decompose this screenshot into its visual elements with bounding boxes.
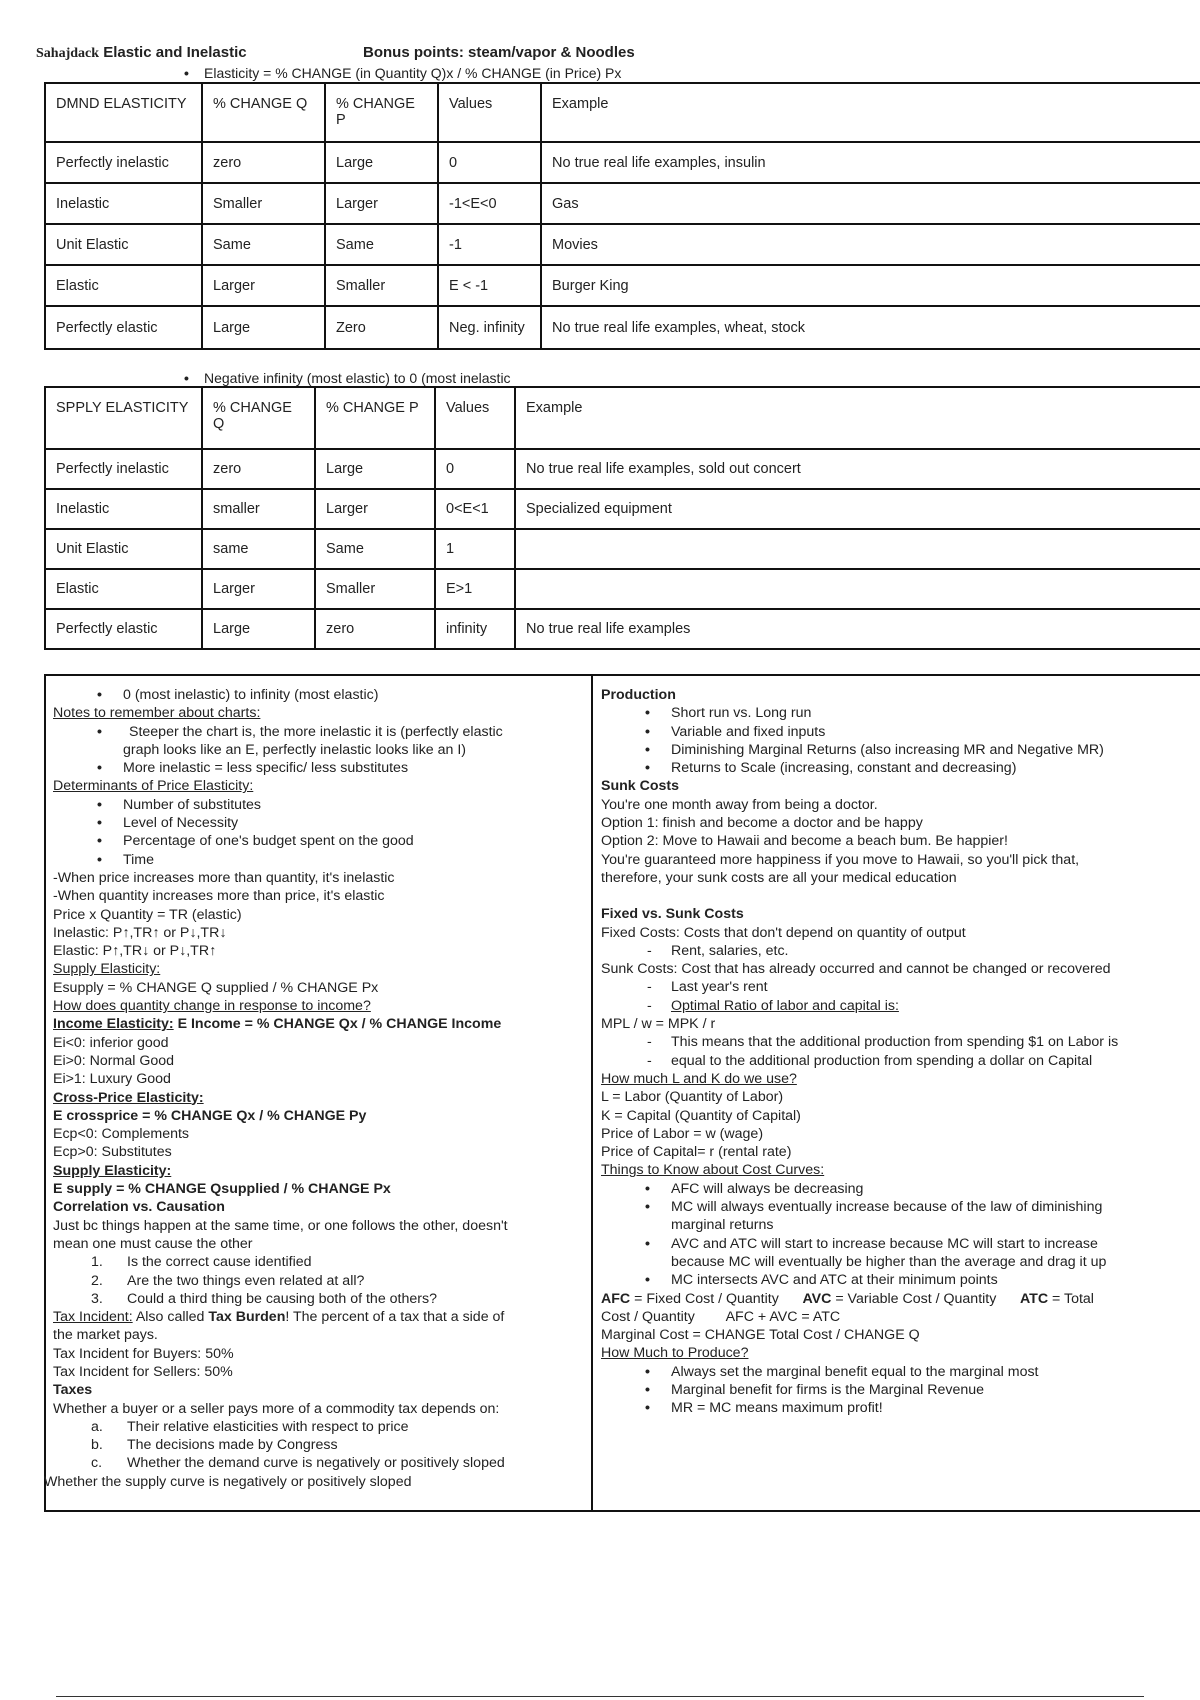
list-item: because MC will eventually be higher than the average and drag it up xyxy=(671,1253,1107,1270)
text-line: Ecp>0: Substitutes xyxy=(53,1144,172,1161)
table-cell: Elastic xyxy=(45,569,202,609)
table-cell: Zero xyxy=(325,306,438,349)
table-row xyxy=(45,224,1200,265)
table-cell: Large xyxy=(202,306,325,349)
table-row xyxy=(45,265,1200,306)
text-line: Ei>0: Normal Good xyxy=(53,1052,175,1069)
header-cell: Values xyxy=(435,387,515,449)
text-line: Esupply = % CHANGE Q supplied / % CHANGE Px xyxy=(53,979,379,996)
table-row xyxy=(45,609,1200,649)
list-item: • 0 (most inelastic) to infinity (most elastic) xyxy=(53,686,589,704)
text-line: Ecp<0: Complements xyxy=(53,1126,190,1143)
text-line: Option 1: finish and become a doctor and be happy xyxy=(601,815,923,832)
table-cell: Large xyxy=(202,609,315,649)
item-text: The decisions made by Congress xyxy=(127,1437,338,1454)
item-text: Is the correct cause identified xyxy=(127,1254,312,1271)
list-item: • MC will always eventually increase because of the law of diminishing xyxy=(601,1198,1200,1216)
table-cell: Larger xyxy=(202,569,315,609)
item-text: equal to the additional production from spending a dollar on Capital xyxy=(671,1052,1093,1069)
table-cell: Unit Elastic xyxy=(45,529,202,569)
table-cell: Neg. infinity xyxy=(438,306,541,349)
list-item xyxy=(53,1272,589,1290)
table-cell: -1<E<0 xyxy=(438,183,541,224)
bullet-icon: • xyxy=(184,370,189,386)
list-item: • AVC and ATC will start to increase because MC will start to increase xyxy=(601,1235,1200,1253)
table-cell: Same xyxy=(325,224,438,265)
left-notes-column xyxy=(44,686,589,1491)
item-text: Are the two things even related at all? xyxy=(127,1272,365,1289)
text-line xyxy=(601,1290,1200,1308)
list-item: - This means that the additional production from spending $1 on Labor is xyxy=(601,1033,1200,1051)
section-heading: Determinants of Price Elasticity: xyxy=(53,778,254,795)
table-row xyxy=(45,142,1200,183)
text-line: Price of Labor = w (wage) xyxy=(601,1125,764,1142)
table-cell: Gas xyxy=(541,183,1200,224)
text-line: Price of Capital= r (rental rate) xyxy=(601,1144,792,1161)
section-heading: Supply Elasticity: xyxy=(53,961,161,978)
text-span: = Fixed Cost / Quantity xyxy=(630,1290,803,1307)
list-item: • MR = MC means maximum profit! xyxy=(601,1399,1200,1417)
text-line: Price x Quantity = TR (elastic) xyxy=(53,906,242,923)
list-item xyxy=(53,1290,589,1308)
section-heading: Notes to remember about charts: xyxy=(53,705,261,722)
table-cell: Larger xyxy=(325,183,438,224)
table-cell: Larger xyxy=(315,489,435,529)
header-cell: Example xyxy=(515,387,1200,449)
table-cell: Perfectly elastic xyxy=(45,306,202,349)
table-cell: Movies xyxy=(541,224,1200,265)
list-item xyxy=(53,1454,589,1472)
range-text: Negative infinity (most elastic) to 0 (most inelastic xyxy=(204,370,511,386)
header-cell: % CHANGE Q xyxy=(202,387,315,449)
table-cell: No true real life examples, insulin xyxy=(541,142,1200,183)
list-item: - Last year's rent xyxy=(601,978,1200,996)
column-divider xyxy=(591,674,593,1512)
list-item: • AFC will always be decreasing xyxy=(601,1180,1200,1198)
list-item xyxy=(53,1253,589,1271)
list-item xyxy=(601,997,1200,1015)
table-cell: 0<E<1 xyxy=(435,489,515,529)
text-line xyxy=(53,1308,589,1326)
bullet-icon: • xyxy=(184,65,189,81)
header-cell: DMND ELASTICITY xyxy=(45,83,202,142)
text-span: Also called xyxy=(132,1309,209,1326)
table-row xyxy=(45,183,1200,224)
text-span: = Total xyxy=(1048,1290,1094,1307)
text-line: Tax Incident for Sellers: 50% xyxy=(53,1363,233,1380)
heading-text: Income Elasticity: xyxy=(53,1016,174,1033)
text-line: Option 2: Move to Hawaii and become a beach bum. Be happier! xyxy=(601,833,1008,850)
section-heading: Taxes xyxy=(53,1382,93,1399)
table-cell: E < -1 xyxy=(438,265,541,306)
table-cell: Smaller xyxy=(202,183,325,224)
list-item xyxy=(53,1436,589,1454)
table-cell xyxy=(515,569,1200,609)
text-line: Elastic: P↑,TR↓ or P↓,TR↑ xyxy=(53,943,217,960)
item-text: Whether the demand curve is negatively or positively sloped xyxy=(127,1455,505,1472)
section-heading: Cross-Price Elasticity: xyxy=(53,1089,204,1106)
text-line: K = Capital (Quantity of Capital) xyxy=(601,1107,801,1124)
list-item: • Returns to Scale (increasing, constant and decreasing) xyxy=(601,759,1200,777)
table-header-row xyxy=(45,387,1200,449)
table-cell: 0 xyxy=(435,449,515,489)
range-note xyxy=(184,370,511,386)
table-cell: Large xyxy=(325,142,438,183)
table-cell: Specialized equipment xyxy=(515,489,1200,529)
header-cell: SPPLY ELASTICITY xyxy=(45,387,202,449)
spacer xyxy=(601,887,1200,905)
table-row xyxy=(45,449,1200,489)
bonus-note: Bonus points: steam/vapor & Noodles xyxy=(363,44,635,61)
section-heading: Production xyxy=(601,687,676,703)
emphasis-text: Tax Burden xyxy=(208,1309,286,1326)
table-cell: No true real life examples, wheat, stock xyxy=(541,306,1200,349)
list-item: • Diminishing Marginal Returns (also increasing MR and Negative MR) xyxy=(601,741,1200,759)
list-marker: 3. xyxy=(91,1290,103,1307)
table-cell: smaller xyxy=(202,489,315,529)
table-cell: Large xyxy=(315,449,435,489)
list-marker: a. xyxy=(91,1418,103,1435)
section-heading: Fixed vs. Sunk Costs xyxy=(601,906,744,923)
text-span: ! The percent of a tax that a side of xyxy=(285,1309,505,1326)
demand-elasticity-table xyxy=(44,82,1200,350)
text-line xyxy=(53,1015,589,1033)
term-atc: ATC xyxy=(1019,1290,1049,1307)
table-row xyxy=(45,569,1200,609)
text-line: Sunk Costs: Cost that has already occurred and cannot be changed or recovered xyxy=(601,961,1111,978)
text-line: Ei<0: inferior good xyxy=(53,1034,169,1051)
table-cell xyxy=(515,529,1200,569)
table-row xyxy=(45,529,1200,569)
list-item: • Always set the marginal benefit equal to the marginal most xyxy=(601,1363,1200,1381)
table-cell: 0 xyxy=(438,142,541,183)
elasticity-formula xyxy=(184,65,621,81)
list-item: • Percentage of one's budget spent on the good xyxy=(53,832,589,850)
table-cell: 1 xyxy=(435,529,515,569)
term-afc: AFC xyxy=(601,1290,631,1307)
text-span: = Variable Cost / Quantity xyxy=(831,1290,1020,1307)
table-cell: No true real life examples, sold out concert xyxy=(515,449,1200,489)
formula-line: E supply = % CHANGE Qsupplied / % CHANGE Px xyxy=(53,1181,391,1198)
table-cell: Perfectly inelastic xyxy=(45,449,202,489)
formula-text: Elasticity = % CHANGE (in Quantity Q)x / % CHANGE (in Price) Px xyxy=(204,65,622,81)
table-cell: Same xyxy=(315,529,435,569)
heading-text: Optimal Ratio of labor and capital is: xyxy=(671,997,899,1014)
list-marker: 1. xyxy=(91,1254,103,1271)
section-heading: Correlation vs. Causation xyxy=(53,1199,225,1216)
document-title xyxy=(36,44,247,62)
section-heading: Supply Elasticity: xyxy=(53,1162,172,1179)
list-marker: b. xyxy=(91,1437,103,1454)
text-line: Fixed Costs: Costs that don't depend on quantity of output xyxy=(601,924,966,941)
list-item: • Short run vs. Long run xyxy=(601,704,1200,722)
text-line: Ei>1: Luxury Good xyxy=(53,1071,171,1088)
header-cell: Example xyxy=(541,83,1200,142)
list-item xyxy=(53,1418,589,1436)
text-line: Whether the supply curve is negatively or positively sloped xyxy=(44,1473,412,1490)
table-cell: infinity xyxy=(435,609,515,649)
continuation-line xyxy=(601,1052,1200,1070)
table-row xyxy=(45,489,1200,529)
list-item: • Number of substitutes xyxy=(53,796,589,814)
list-item: • More inelastic = less specific/ less substitutes xyxy=(53,759,589,777)
supply-elasticity-table xyxy=(44,386,1200,650)
list-marker: 2. xyxy=(91,1272,103,1289)
text-line: Cost / Quantity AFC + AVC = ATC xyxy=(601,1308,841,1325)
text-line: -When quantity increases more than price, it's elastic xyxy=(53,888,385,905)
table-cell: Smaller xyxy=(315,569,435,609)
title-text: Elastic and Inelastic xyxy=(103,44,247,61)
list-item: marginal returns xyxy=(671,1217,774,1234)
table-row xyxy=(45,306,1200,349)
table-header-row xyxy=(45,83,1200,142)
table-cell: No true real life examples xyxy=(515,609,1200,649)
text-line: the market pays. xyxy=(53,1327,158,1344)
header-cell: % CHANGE Q xyxy=(202,83,325,142)
table-cell: Perfectly inelastic xyxy=(45,142,202,183)
formula-line: E crossprice = % CHANGE Qx / % CHANGE Py xyxy=(53,1107,367,1124)
text-line: Marginal Cost = CHANGE Total Cost / CHANGE Q xyxy=(601,1327,920,1344)
table-cell: Perfectly elastic xyxy=(45,609,202,649)
table-cell: Same xyxy=(202,224,325,265)
table-cell: Inelastic xyxy=(45,489,202,529)
table-cell: zero xyxy=(202,449,315,489)
text-line: -When price increases more than quantity, it's inelastic xyxy=(53,869,395,886)
table-cell: Larger xyxy=(202,265,325,306)
text-line: Tax Incident for Buyers: 50% xyxy=(53,1345,234,1362)
term-avc: AVC xyxy=(802,1290,832,1307)
author-name: Sahajdack xyxy=(36,46,100,61)
section-heading: How much L and K do we use? xyxy=(601,1070,797,1087)
text-line: You're guaranteed more happiness if you move to Hawaii, so you'll pick that, xyxy=(601,851,1080,868)
text-line: L = Labor (Quantity of Labor) xyxy=(601,1089,784,1106)
list-marker: c. xyxy=(91,1455,103,1472)
table-cell: Elastic xyxy=(45,265,202,306)
text-line: Whether a buyer or a seller pays more of a commodity tax depends on: xyxy=(53,1400,500,1417)
list-item: • Time xyxy=(53,851,589,869)
table-cell: Burger King xyxy=(541,265,1200,306)
list-item: • Marginal benefit for firms is the Marginal Revenue xyxy=(601,1381,1200,1399)
list-item: • MC intersects AVC and ATC at their minimum points xyxy=(601,1271,1200,1289)
heading-text: Tax Incident: xyxy=(53,1309,133,1326)
list-item: - Rent, salaries, etc. xyxy=(601,942,1200,960)
formula-line: MPL / w = MPK / r xyxy=(601,1016,716,1033)
list-item: • Variable and fixed inputs xyxy=(601,723,1200,741)
header-cell: % CHANGE P xyxy=(315,387,435,449)
text-line: Inelastic: P↑,TR↑ or P↓,TR↓ xyxy=(53,924,227,941)
table-cell: Inelastic xyxy=(45,183,202,224)
table-cell: Smaller xyxy=(325,265,438,306)
section-heading: How Much to Produce? xyxy=(601,1345,749,1362)
text-line: Just bc things happen at the same time, or one follows the other, doesn't xyxy=(53,1217,508,1234)
right-notes-column xyxy=(601,686,1200,1418)
section-heading: Sunk Costs xyxy=(601,778,680,795)
list-item: • Level of Necessity xyxy=(53,814,589,832)
table-cell: zero xyxy=(315,609,435,649)
section-heading: How does quantity change in response to income? xyxy=(53,998,371,1015)
list-item: • Steeper the chart is, the more inelastic it is (perfectly elastic xyxy=(53,723,589,741)
formula-text: E Income = % CHANGE Qx / % CHANGE Income xyxy=(173,1016,502,1033)
section-heading: Things to Know about Cost Curves: xyxy=(601,1162,825,1179)
table-cell: Unit Elastic xyxy=(45,224,202,265)
list-item: graph looks like an E, perfectly inelastic looks like an I) xyxy=(123,741,467,758)
header-cell: % CHANGE P xyxy=(325,83,438,142)
table-cell: E>1 xyxy=(435,569,515,609)
footer-rule xyxy=(56,1696,1144,1697)
text-line: mean one must cause the other xyxy=(53,1235,253,1252)
table-cell: zero xyxy=(202,142,325,183)
item-text: Could a third thing be causing both of the others? xyxy=(127,1290,437,1307)
text-line: therefore, your sunk costs are all your medical education xyxy=(601,869,957,886)
text-line: You're one month away from being a doctor. xyxy=(601,796,878,813)
table-cell: same xyxy=(202,529,315,569)
item-text: Their relative elasticities with respect to price xyxy=(127,1418,409,1435)
table-cell: -1 xyxy=(438,224,541,265)
header-cell: Values xyxy=(438,83,541,142)
